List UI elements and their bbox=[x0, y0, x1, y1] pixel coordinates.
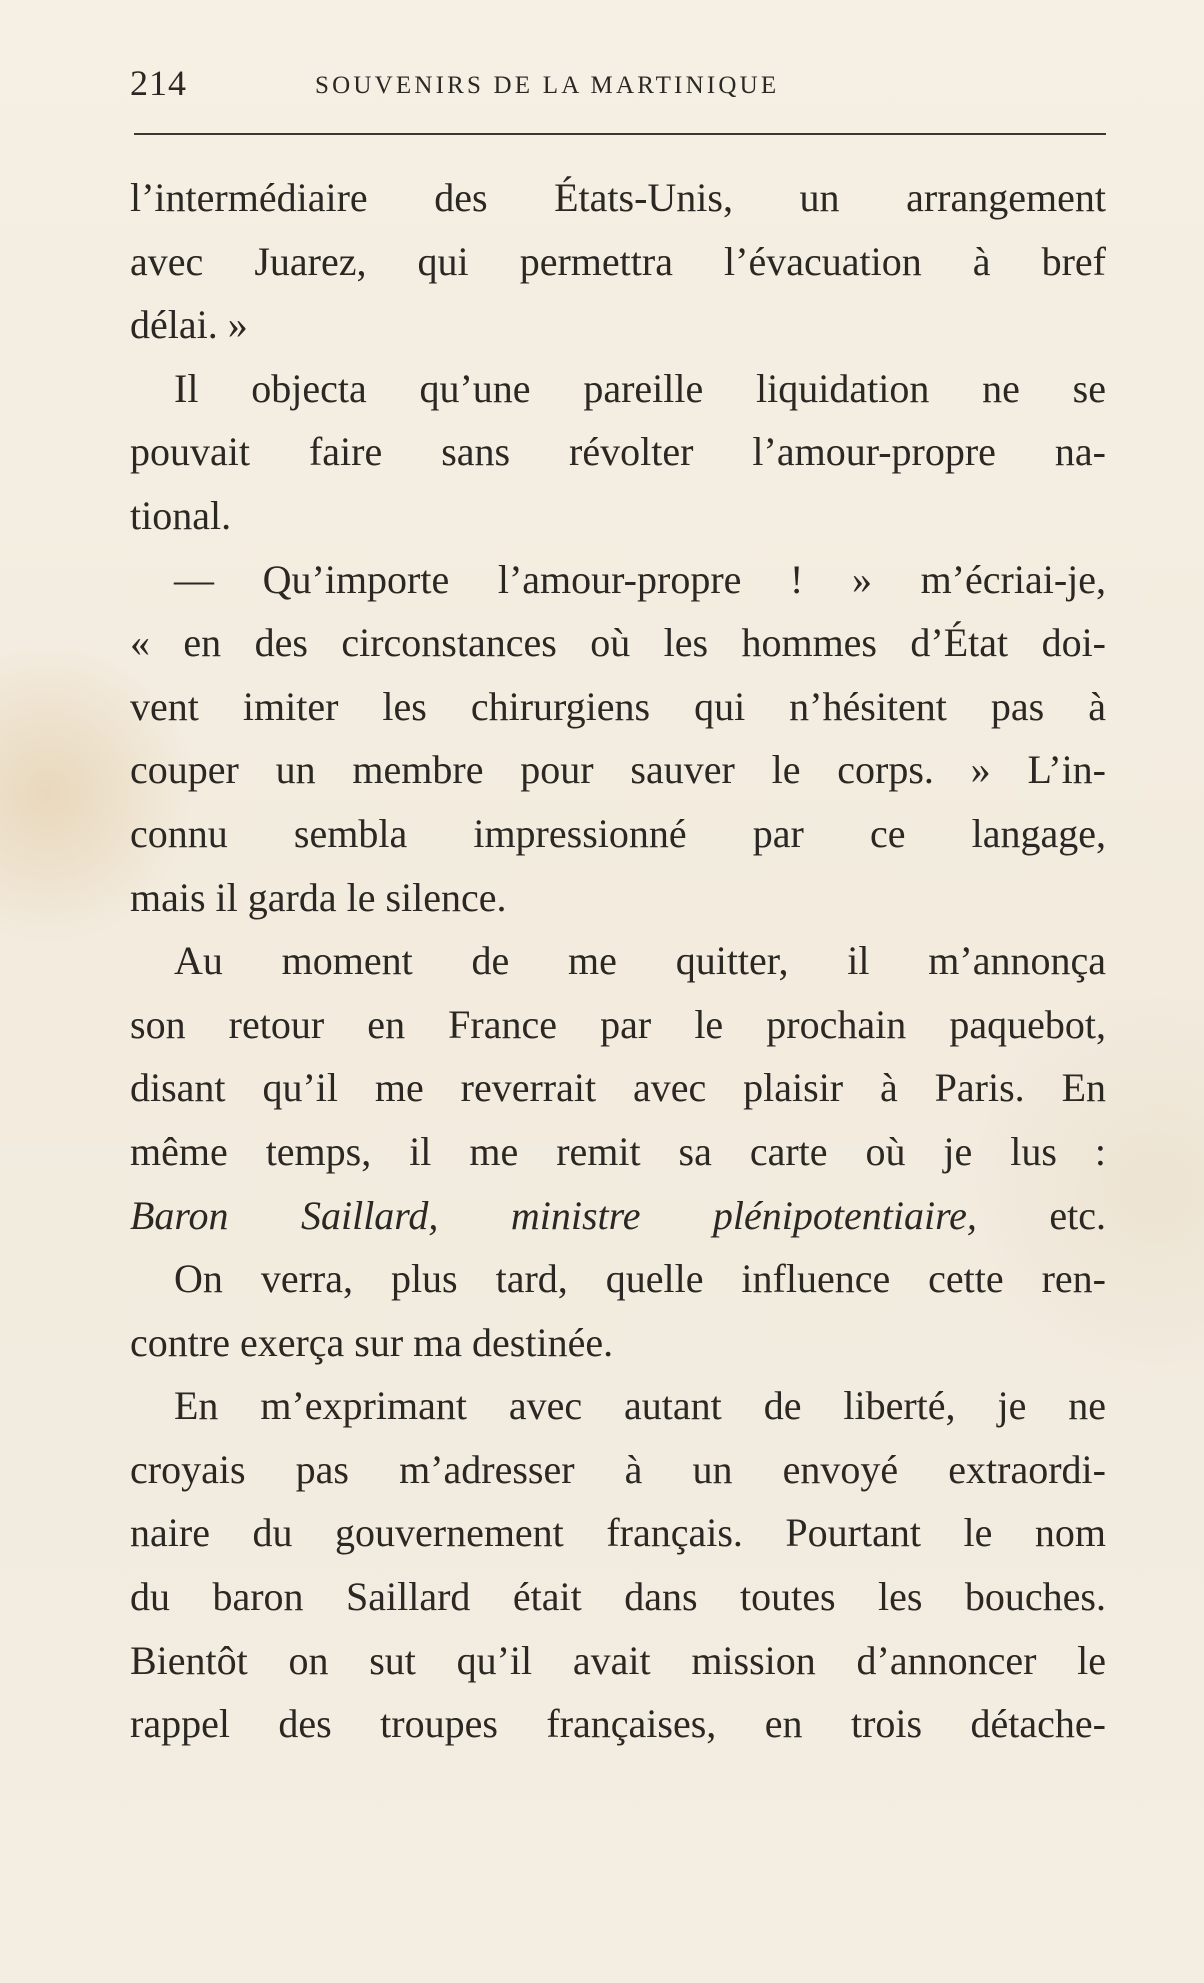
page-number: 214 bbox=[130, 63, 187, 103]
header-rule bbox=[134, 133, 1106, 135]
text-line: tional. bbox=[130, 492, 232, 538]
text-line: disant qu’il me reverrait avec plaisir à Paris. En bbox=[130, 1065, 1106, 1111]
paragraph-start-line: En m’exprimant avec autant de liberté, je ne bbox=[174, 1383, 1106, 1429]
page-header bbox=[130, 62, 1106, 112]
text-line: naire du gouvernement français. Pourtant le nom bbox=[130, 1510, 1106, 1556]
text-line: délai. » bbox=[130, 302, 248, 348]
text-line: son retour en France par le prochain paquebot, bbox=[130, 1001, 1106, 1047]
italic-card-text: Baron Saillard, ministre plénipotentiaire, bbox=[130, 1192, 977, 1238]
text-line: couper un membre pour sauver le corps. » L’in- bbox=[130, 747, 1106, 793]
text-line: mais il garda le silence. bbox=[130, 874, 507, 920]
text-line: avec Juarez, qui permettra l’évacuation à bref bbox=[130, 238, 1106, 284]
card-line-suffix: etc. bbox=[1049, 1192, 1106, 1238]
text-line: pouvait faire sans révolter l’amour-propre na- bbox=[130, 429, 1106, 475]
text-line: croyais pas m’adresser à un envoyé extraordi- bbox=[130, 1446, 1106, 1492]
text-line: du baron Saillard était dans toutes les bouches. bbox=[130, 1574, 1106, 1620]
text-line: vent imiter les chirurgiens qui n’hésitent pas à bbox=[130, 683, 1106, 729]
text-line: l’intermédiaire des États-Unis, un arrangement bbox=[130, 175, 1106, 220]
body-text bbox=[130, 166, 1106, 1756]
paragraph-start-line: Au moment de me quitter, il m’annonça bbox=[174, 938, 1106, 984]
paragraph-start-line: On verra, plus tard, quelle influence cette ren- bbox=[174, 1256, 1106, 1302]
text-line: Bientôt on sut qu’il avait mission d’annoncer le bbox=[130, 1637, 1106, 1683]
text-line: contre exerça sur ma destinée. bbox=[130, 1319, 614, 1365]
paragraph-start-line: — Qu’importe l’amour-propre ! » m’écriai-je, bbox=[174, 556, 1106, 602]
paragraph-start-line: Il objecta qu’une pareille liquidation ne se bbox=[174, 365, 1106, 411]
running-title: SOUVENIRS DE LA MARTINIQUE bbox=[315, 72, 780, 99]
text-line: rappel des troupes françaises, en trois détache- bbox=[130, 1701, 1106, 1747]
card-line bbox=[130, 1184, 1106, 1248]
text-line: connu sembla impressionné par ce langage, bbox=[130, 810, 1106, 856]
text-line: même temps, il me remit sa carte où je lus : bbox=[130, 1128, 1106, 1174]
text-line: « en des circonstances où les hommes d’État doi- bbox=[130, 620, 1106, 666]
